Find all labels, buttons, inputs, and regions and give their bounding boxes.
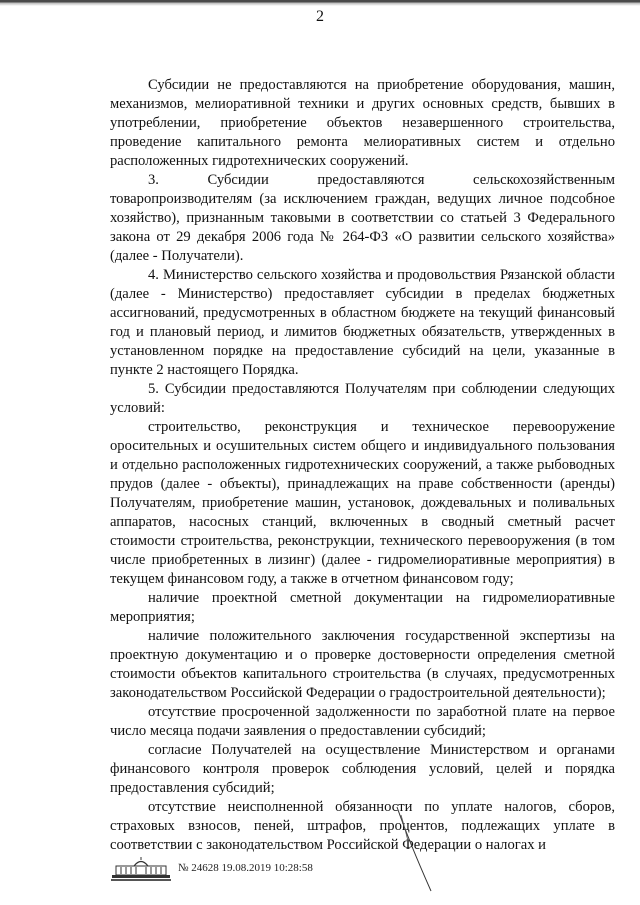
- paragraph: 4. Министерство сельского хозяйства и продовольствия Рязанской области (далее - Министерство) предоставляет субсидии в пределах бюджетных ассигнований, предусмотренных в областном бюджете на текущий финансовый год и плановый период, и лимитов бюджетных обязательств, утвержденных в установленном порядке на предоставление субсидий на цели, указанные в пункте 2 настоящего Порядка.: [110, 267, 615, 378]
- paragraph: 3. Субсидии предоставляются сельскохозяйственным товаропроизводителям (за исключением граждан, ведущих личное подсобное хозяйство), признанным таковыми в соответствии со статьей 3 Федерального закона от 29 декабря 2006 года № 264-ФЗ «О развитии сельского хозяйства» (далее - Получатели).: [110, 172, 615, 264]
- government-building-stamp-icon: [110, 856, 172, 882]
- document-body: [110, 76, 615, 855]
- paragraph: 5. Субсидии предоставляются Получателям при соблюдении следующих условий:: [110, 381, 615, 416]
- paragraph: Субсидии не предоставляются на приобретение оборудования, машин, механизмов, мелиоративной техники и других основных средств, бывших в употреблении, приобретение объектов незавершенного строительства, проведение капитального ремонта мелиоративных систем и отдельно расположенных гидротехнических сооружений.: [110, 77, 615, 169]
- paragraph: наличие положительного заключения государственной экспертизы на проектную документацию и о проверке достоверности определения сметной стоимости объектов капитального строительства (в случаях, предусмотренных законодательством Российской Федерации о градостроительной деятельности);: [110, 628, 615, 701]
- scan-top-edge: [0, 0, 640, 8]
- pen-stroke-mark: [395, 805, 435, 895]
- paragraph: наличие проектной сметной документации на гидромелиоративные мероприятия;: [110, 590, 615, 625]
- paragraph: отсутствие просроченной задолженности по заработной плате на первое число месяца подачи заявления о предоставлении субсидий;: [110, 704, 615, 739]
- paragraph: отсутствие неисполненной обязанности по уплате налогов, сборов, страховых взносов, пеней, штрафов, процентов, подлежащих уплате в соответствии с законодательством Российской Федерации о налогах и: [110, 799, 615, 853]
- paragraph: согласие Получателей на осуществление Министерством и органами финансового контроля проверок соблюдения условий, целей и порядка предоставления субсидий;: [110, 742, 615, 796]
- page-number: 2: [316, 8, 324, 25]
- paragraph: строительство, реконструкция и техническое перевооружение оросительных и осушительных систем общего и индивидуального пользования и отдельно расположенных гидротехнических сооружений, а также рыбоводных прудов (далее - объекты), принадлежащих на праве собственности (аренды) Получателям, приобретение машин, установок, дождевальных и поливальных аппаратов, насосных станций, включенных в сводный сметный расчет стоимости строительства, реконструкции, технического перевооружения (в том числе приобретенных в лизинг) (далее - гидромелиоративные мероприятия) в текущем финансовом году, а также в отчетном финансовом году;: [110, 419, 615, 587]
- document-registration-number: № 24628 19.08.2019 10:28:58: [178, 862, 313, 874]
